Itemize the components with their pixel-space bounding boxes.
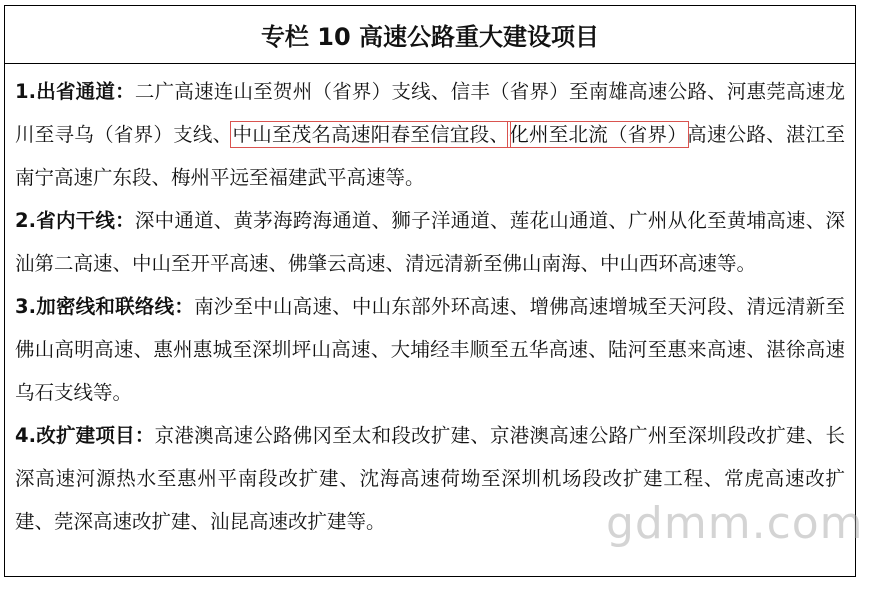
item-heading: 2.省内干线：: [15, 209, 135, 232]
item-heading: 1.出省通道：: [15, 80, 135, 103]
item-heading: 3.加密线和联络线：: [15, 295, 195, 318]
item-provincial-trunks: [15, 199, 845, 285]
table-content: [5, 64, 855, 576]
item-heading: 4.改扩建项目：: [15, 424, 155, 447]
table-title: 专栏 10 高速公路重大建设项目: [5, 6, 855, 64]
highlighted-project: 中山至茂名高速阳春至信宜段、: [232, 123, 510, 146]
project-table: [4, 5, 856, 577]
item-text: 深中通道、黄茅海跨海通道、狮子洋通道、莲花山通道、广州从化至黄埔高速、深汕第二高速、中山至开平高速、佛肇云高速、清远清新至佛山南海、中山西环高速等。: [15, 209, 845, 275]
watermark: gdmm.com: [606, 498, 864, 549]
item-expansion-projects: [15, 414, 845, 543]
item-text: 南沙至中山高速、中山东部外环高速、增佛高速增城至天河段、清远清新至佛山高明高速、惠州惠城至深圳坪山高速、大埔经丰顺至五华高速、陆河至惠来高速、湛徐高速乌石支线等。: [15, 295, 845, 404]
item-text: 高速公路、湛江至南宁高速广东段、梅州平远至福建武平高速等。: [15, 123, 845, 189]
highlighted-project: 化州至北流（省界）: [509, 123, 688, 146]
item-text: 二广高速连山至贺州（省界）支线、信丰（省界）至南雄高速公路、河惠莞高速龙川至寻乌（省界）支线、: [15, 80, 845, 146]
item-text: 京港澳高速公路佛冈至太和段改扩建、京港澳高速公路广州至深圳段改扩建、长深高速河源热水至惠州平南段改扩建、沈海高速荷坳至深圳机场段改扩建工程、常虎高速改扩建、莞深高速改扩建、汕昆高速改扩建等。: [15, 424, 845, 533]
item-outbound-corridors: [15, 70, 845, 199]
item-connector-lines: [15, 285, 845, 414]
